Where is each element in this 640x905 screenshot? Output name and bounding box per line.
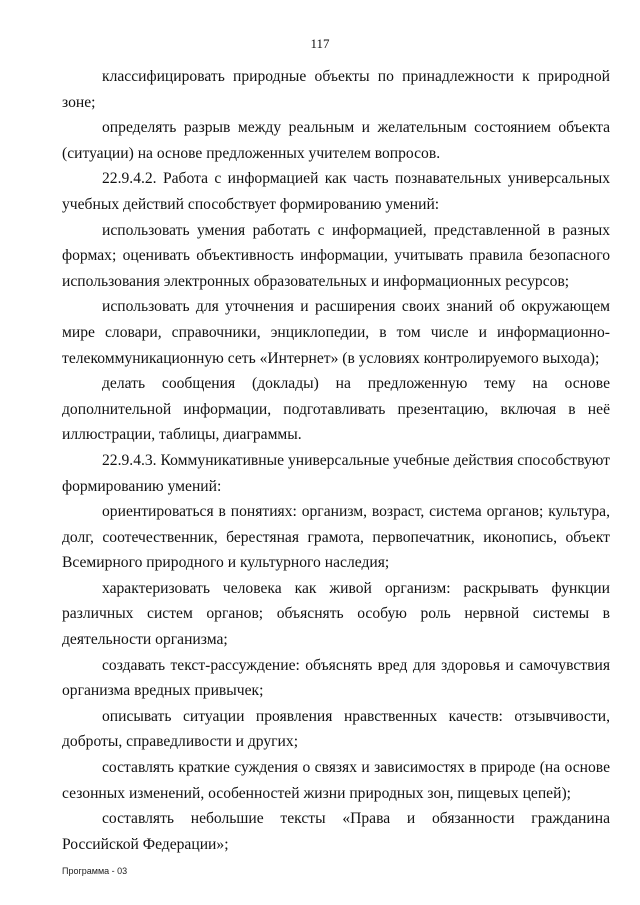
paragraph: классифицировать природные объекты по принадлежности к природной зоне; <box>62 68 610 111</box>
paragraph: ориентироваться в понятиях: организм, возраст, система органов; культура, долг, соотечественник, берестяная грамота, первопечатник, иконопись, объект Всемирного природного и культурного наследия; <box>62 503 610 572</box>
paragraph: делать сообщения (доклады) на предложенную тему на основе дополнительной информации, подготавливать презентацию, включая в неё иллюстрации, таблицы, диаграммы. <box>62 375 610 444</box>
paragraph: характеризовать человека как живой организм: раскрывать функции различных систем органов; объяснять особую роль нервной системы в деятельности организма; <box>62 579 610 649</box>
paragraph: создавать текст-рассуждение: объяснять вред для здоровья и самочувствия организма вредных привычек; <box>62 656 610 700</box>
document-body <box>62 64 610 857</box>
paragraph: составлять небольшие тексты «Права и обязанности гражданина Российской Федерации»; <box>62 810 610 853</box>
paragraph: составлять краткие суждения о связях и зависимостях в природе (на основе сезонных изменений, особенностей жизни природных зон, пищевых цепей); <box>62 759 610 802</box>
section-heading-paragraph: 22.9.4.2. Работа с информацией как часть познавательных универсальных учебных действий способствует формированию умений: <box>62 170 610 213</box>
page-number: 117 <box>310 36 330 51</box>
paragraph: определять разрыв между реальным и желательным состоянием объекта (ситуации) на основе предложенных учителем вопросов. <box>62 119 610 162</box>
section-heading-paragraph: 22.9.4.3. Коммуникативные универсальные учебные действия способствуют формированию умений: <box>62 451 610 495</box>
page-footer: Программа - 03 <box>62 866 128 876</box>
paragraph: использовать умения работать с информацией, представленной в разных формах; оценивать объективность информации, учитывать правила безопасного использования электронных образовательных и информационных ресурсов; <box>62 221 610 290</box>
paragraph: использовать для уточнения и расширения своих знаний об окружающем мире словари, справочники, энциклопедии, в том числе и информационно-телекоммуникационную сеть «Интернет» (в условиях контролируемого выхода); <box>62 298 610 367</box>
paragraph: описывать ситуации проявления нравственных качеств: отзывчивости, доброты, справедливости и других; <box>62 707 610 751</box>
